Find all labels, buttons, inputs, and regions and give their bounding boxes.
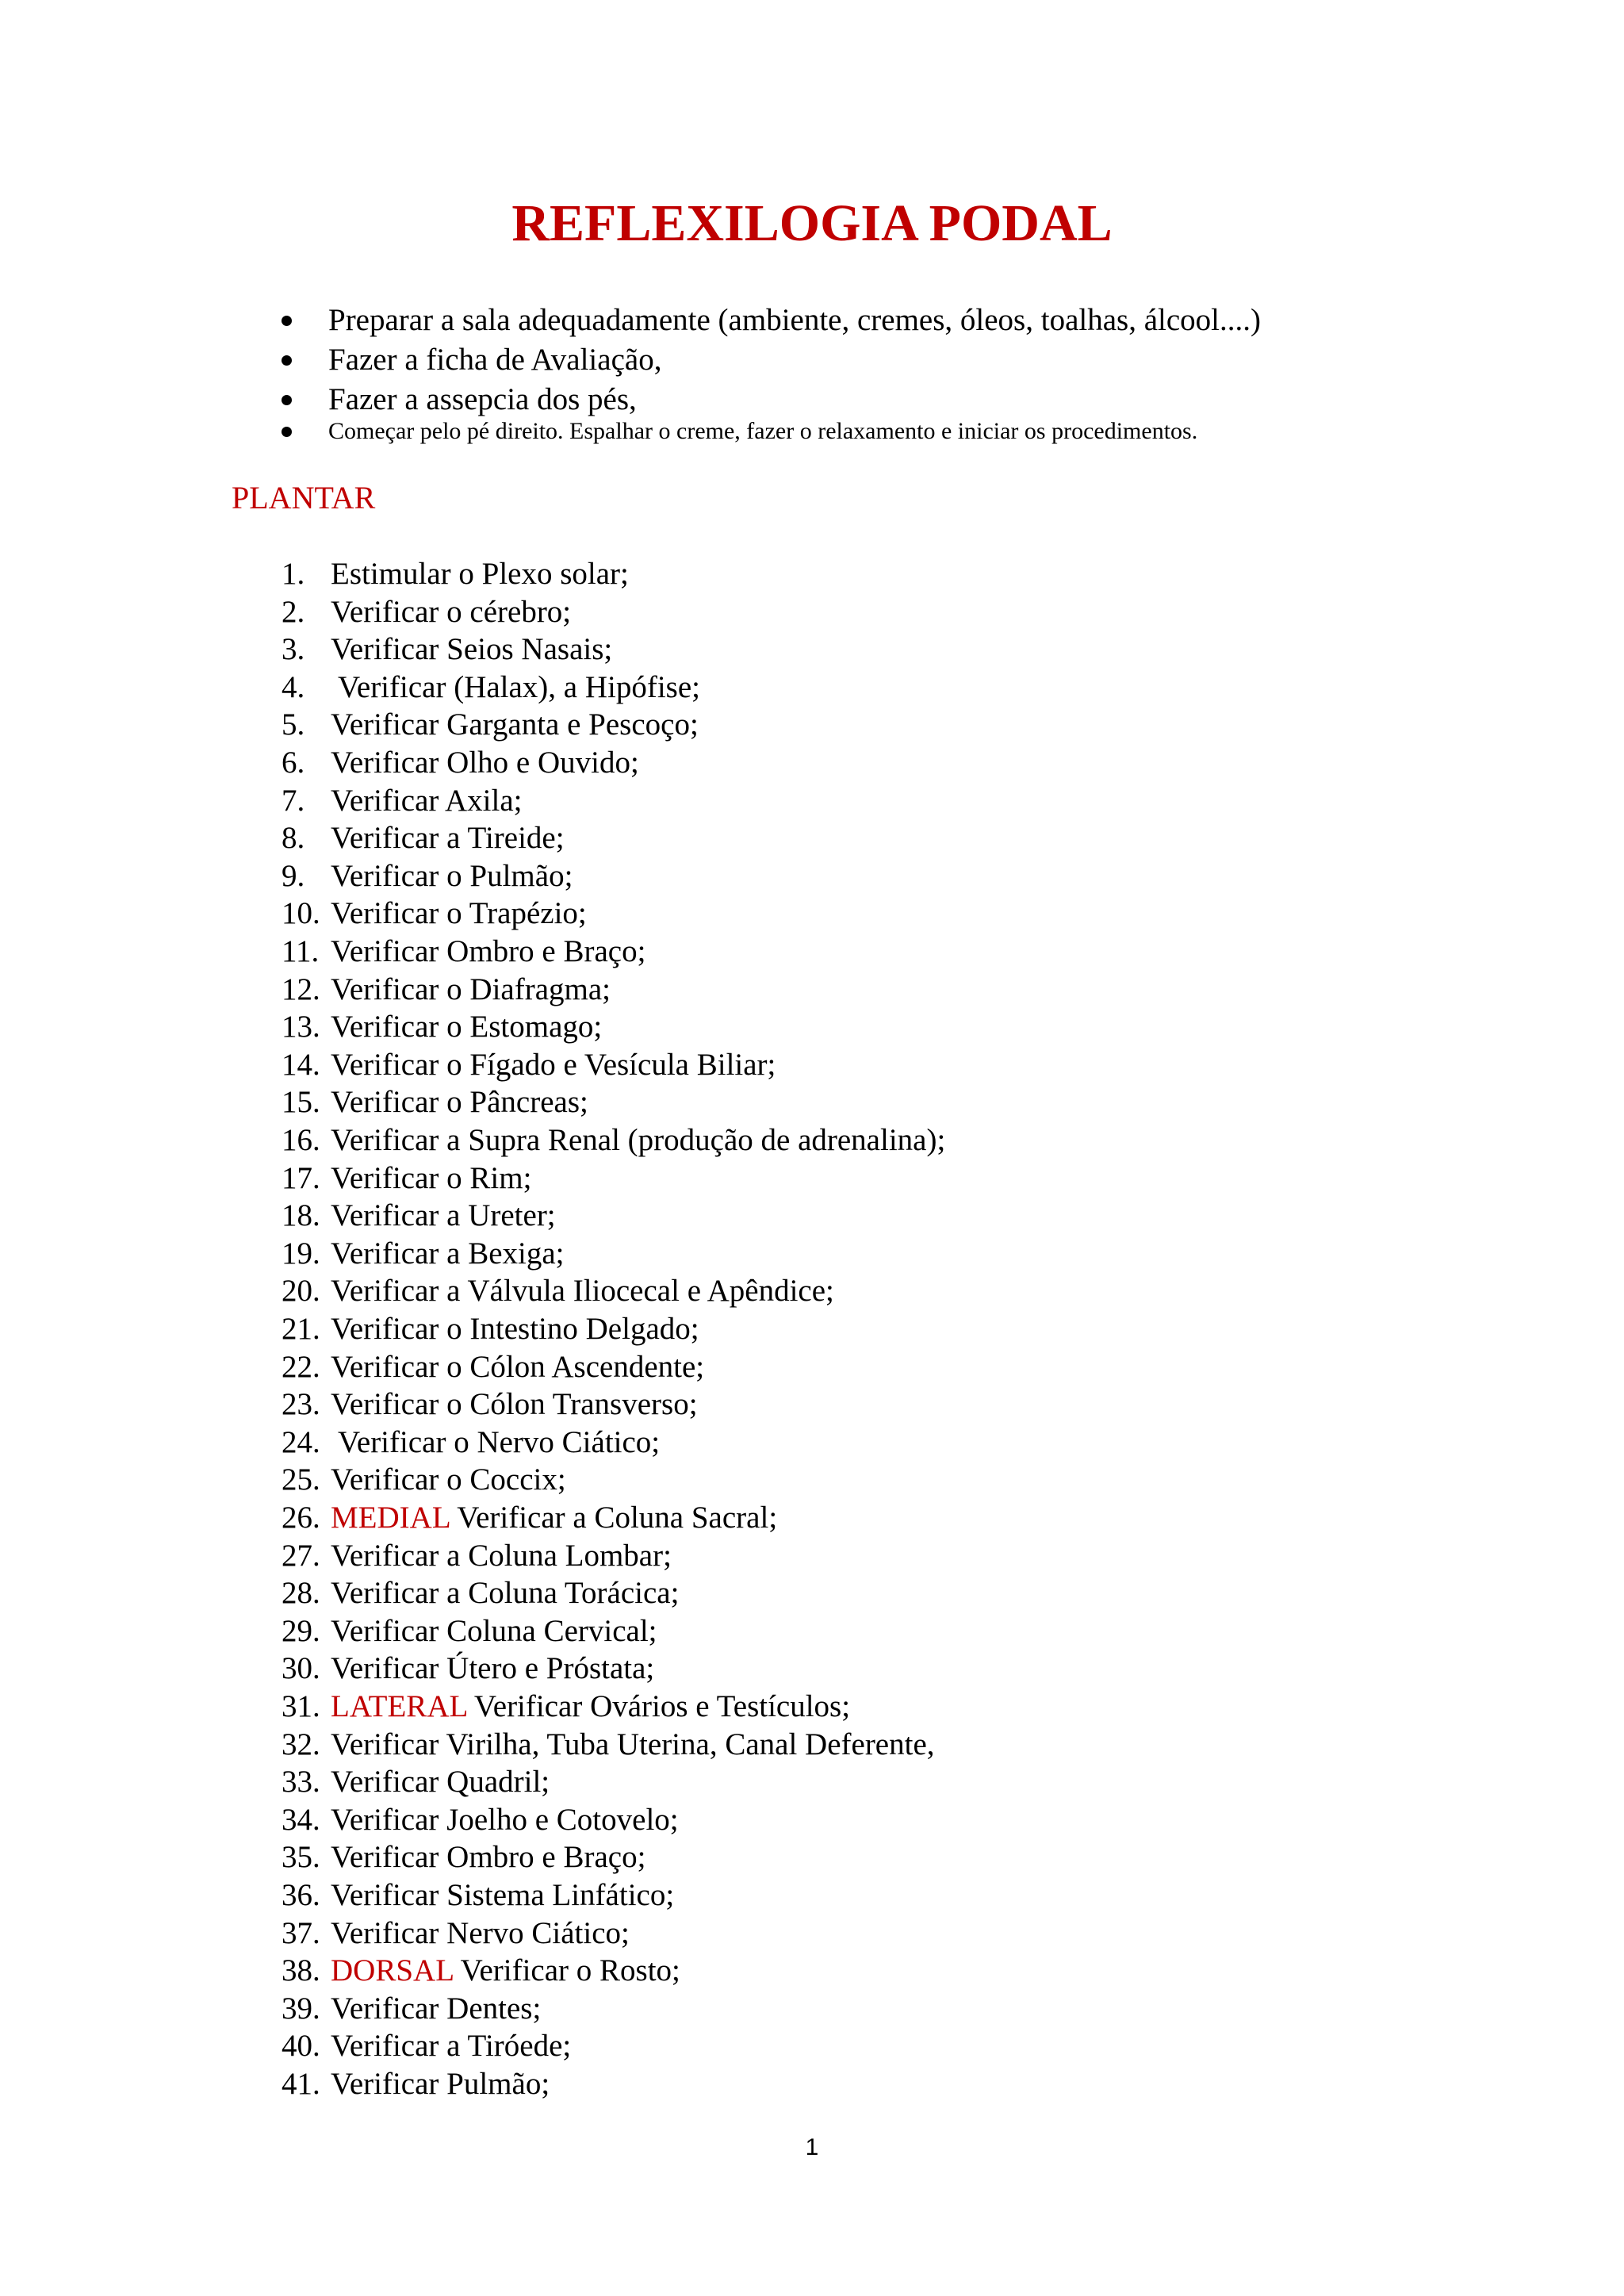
step-region-tag: MEDIAL	[331, 1501, 450, 1535]
procedure-step	[282, 1461, 566, 1499]
step-number: 31.	[282, 1689, 320, 1723]
step-text: Verificar o Pulmão;	[331, 858, 573, 893]
procedure-step	[282, 1876, 674, 1915]
step-number: 27.	[282, 1538, 320, 1573]
step-number: 38.	[282, 1953, 320, 1988]
procedure-step	[282, 857, 573, 895]
step-number: 13.	[282, 1010, 320, 1045]
procedure-step	[282, 1159, 531, 1198]
step-text: Verificar o Cólon Transverso;	[331, 1387, 698, 1422]
step-number: 30.	[282, 1651, 320, 1686]
step-number: 32.	[282, 1727, 320, 1761]
step-number: 10.	[282, 896, 320, 931]
step-text: Verificar Garganta e Pescoço;	[331, 707, 699, 742]
intro-bullet-item	[282, 301, 1261, 339]
procedure-step	[282, 1574, 679, 1612]
step-number: 37.	[282, 1915, 320, 1950]
step-number: 5.	[282, 707, 305, 742]
section-heading-plantar: PLANTAR	[232, 480, 376, 516]
procedure-step	[282, 1197, 556, 1235]
procedure-step	[282, 1537, 672, 1575]
procedure-step	[282, 706, 699, 744]
step-number: 2.	[282, 594, 305, 629]
procedure-step	[282, 669, 700, 707]
step-text: Verificar o Rim;	[331, 1160, 532, 1195]
step-text: Verificar o cérebro;	[331, 594, 572, 629]
procedure-step	[282, 1386, 698, 1424]
step-text: Verificar o Nervo Ciático;	[331, 1424, 661, 1459]
step-text: Verificar Ombro e Braço;	[331, 1840, 646, 1875]
bullet-dot-icon	[282, 355, 292, 366]
procedure-step	[282, 782, 522, 820]
procedure-step	[282, 1008, 602, 1046]
intro-bullet-item	[282, 341, 661, 379]
procedure-step	[282, 1083, 588, 1121]
step-number: 18.	[282, 1198, 320, 1233]
procedure-step	[282, 744, 639, 782]
step-text: Verificar a Bexiga;	[331, 1236, 565, 1271]
step-text: Verificar o Trapézio;	[331, 896, 587, 931]
step-text: Verificar a Tireide;	[331, 821, 565, 856]
step-text: Verificar a Coluna Sacral;	[450, 1501, 778, 1535]
procedure-step	[282, 1424, 660, 1462]
step-text: Verificar Nervo Ciático;	[331, 1915, 630, 1950]
step-number: 21.	[282, 1312, 320, 1346]
page-number: 1	[805, 2134, 819, 2160]
step-text: Verificar Seios Nasais;	[331, 632, 613, 667]
intro-bullet-text: Começar pelo pé direito. Espalhar o creme, fazer o relaxamento e iniciar os procedimentos.	[328, 418, 1198, 444]
step-text: Verificar o Pâncreas;	[331, 1085, 588, 1120]
procedure-step	[282, 1046, 776, 1084]
step-text: Verificar (Halax), a Hipófise;	[331, 669, 701, 704]
step-text: Verificar Sistema Linfático;	[331, 1878, 675, 1912]
intro-bullet-item	[282, 416, 1197, 447]
procedure-step	[282, 1612, 657, 1650]
intro-bullet-text: Preparar a sala adequadamente (ambiente, cremes, óleos, toalhas, álcool....)	[328, 303, 1261, 337]
procedure-step	[282, 1348, 704, 1386]
procedure-step	[282, 1499, 777, 1537]
step-number: 17.	[282, 1160, 320, 1195]
step-number: 3.	[282, 632, 305, 667]
step-number: 36.	[282, 1878, 320, 1912]
step-text: Verificar Dentes;	[331, 1991, 542, 2026]
bullet-dot-icon	[282, 427, 292, 437]
step-text: Verificar o Fígado e Vesícula Biliar;	[331, 1047, 776, 1082]
procedure-step	[282, 1650, 654, 1688]
step-number: 34.	[282, 1802, 320, 1837]
step-text: Verificar a Coluna Torácica;	[331, 1576, 680, 1611]
procedure-step	[282, 1990, 541, 2028]
procedure-step	[282, 2065, 550, 2103]
step-text: Verificar a Coluna Lombar;	[331, 1538, 672, 1573]
step-number: 11.	[282, 934, 320, 968]
step-text: Verificar Pulmão;	[331, 2067, 550, 2101]
procedure-step	[282, 593, 571, 631]
procedure-step	[282, 1801, 679, 1839]
step-number: 12.	[282, 972, 320, 1006]
step-text: Verificar a Supra Renal (produção de adrenalina);	[331, 1123, 946, 1157]
procedure-step	[282, 555, 629, 593]
step-text: Verificar Axila;	[331, 783, 523, 818]
step-text: Verificar Útero e Próstata;	[331, 1651, 655, 1686]
step-number: 4.	[282, 669, 305, 704]
step-text: Verificar Quadril;	[331, 1765, 550, 1800]
step-number: 7.	[282, 783, 305, 818]
step-text: Verificar Ovários e Testículos;	[466, 1689, 851, 1723]
bullet-dot-icon	[282, 395, 292, 405]
step-text: Verificar o Coccix;	[331, 1462, 566, 1497]
procedure-step	[282, 895, 587, 933]
step-number: 20.	[282, 1274, 320, 1309]
step-text: Verificar a Válvula Iliocecal e Apêndice;	[331, 1274, 834, 1309]
step-number: 15.	[282, 1085, 320, 1120]
procedure-step	[282, 933, 645, 971]
step-number: 14.	[282, 1047, 320, 1082]
step-text: Verificar Joelho e Cotovelo;	[331, 1802, 679, 1837]
intro-bullet-text: Fazer a assepcia dos pés,	[328, 382, 637, 416]
procedure-step	[282, 1688, 850, 1726]
step-number: 6.	[282, 746, 305, 780]
step-text: Verificar o Diafragma;	[331, 972, 611, 1006]
step-text: Verificar o Intestino Delgado;	[331, 1312, 699, 1346]
step-text: Estimular o Plexo solar;	[331, 557, 629, 591]
procedure-step	[282, 1235, 565, 1273]
step-text: Verificar Olho e Ouvido;	[331, 746, 639, 780]
step-text: Verificar Ombro e Braço;	[331, 934, 646, 968]
step-number: 19.	[282, 1236, 320, 1271]
step-number: 1.	[282, 557, 305, 591]
procedure-step	[282, 1121, 945, 1159]
procedure-step	[282, 971, 611, 1009]
procedure-step	[282, 819, 565, 857]
step-number: 39.	[282, 1991, 320, 2026]
intro-bullet-text: Fazer a ficha de Avaliação,	[328, 343, 662, 377]
step-number: 9.	[282, 858, 305, 893]
step-region-tag: LATERAL	[331, 1689, 467, 1723]
step-number: 41.	[282, 2067, 320, 2101]
procedure-step	[282, 1272, 834, 1310]
step-number: 29.	[282, 1613, 320, 1648]
step-number: 40.	[282, 2029, 320, 2064]
step-text: Verificar o Estomago;	[331, 1010, 603, 1045]
intro-bullet-item	[282, 381, 637, 419]
step-number: 33.	[282, 1765, 320, 1800]
document-title: REFLEXILOGIA PODAL	[511, 194, 1113, 252]
procedure-step	[282, 2027, 571, 2065]
procedure-step	[282, 631, 612, 669]
step-text: Verificar a Tiróede;	[331, 2029, 572, 2064]
procedure-step	[282, 1726, 935, 1764]
procedure-step	[282, 1952, 680, 1990]
bullet-dot-icon	[282, 316, 292, 326]
step-text: Verificar a Ureter;	[331, 1198, 556, 1233]
step-number: 23.	[282, 1387, 320, 1422]
step-number: 25.	[282, 1462, 320, 1497]
procedure-step	[282, 1310, 699, 1348]
step-number: 8.	[282, 821, 305, 856]
step-number: 22.	[282, 1349, 320, 1384]
procedure-step	[282, 1838, 645, 1876]
step-region-tag: DORSAL	[331, 1953, 454, 1988]
step-text: Verificar o Rosto;	[453, 1953, 680, 1988]
step-number: 26.	[282, 1501, 320, 1535]
step-number: 35.	[282, 1840, 320, 1875]
step-number: 28.	[282, 1576, 320, 1611]
step-text: Verificar o Cólon Ascendente;	[331, 1349, 705, 1384]
step-number: 24.	[282, 1424, 320, 1459]
procedure-step	[282, 1915, 630, 1953]
procedure-step	[282, 1763, 550, 1801]
step-text: Verificar Coluna Cervical;	[331, 1613, 657, 1648]
step-text: Verificar Virilha, Tuba Uterina, Canal Deferente,	[331, 1727, 935, 1761]
step-number: 16.	[282, 1123, 320, 1157]
